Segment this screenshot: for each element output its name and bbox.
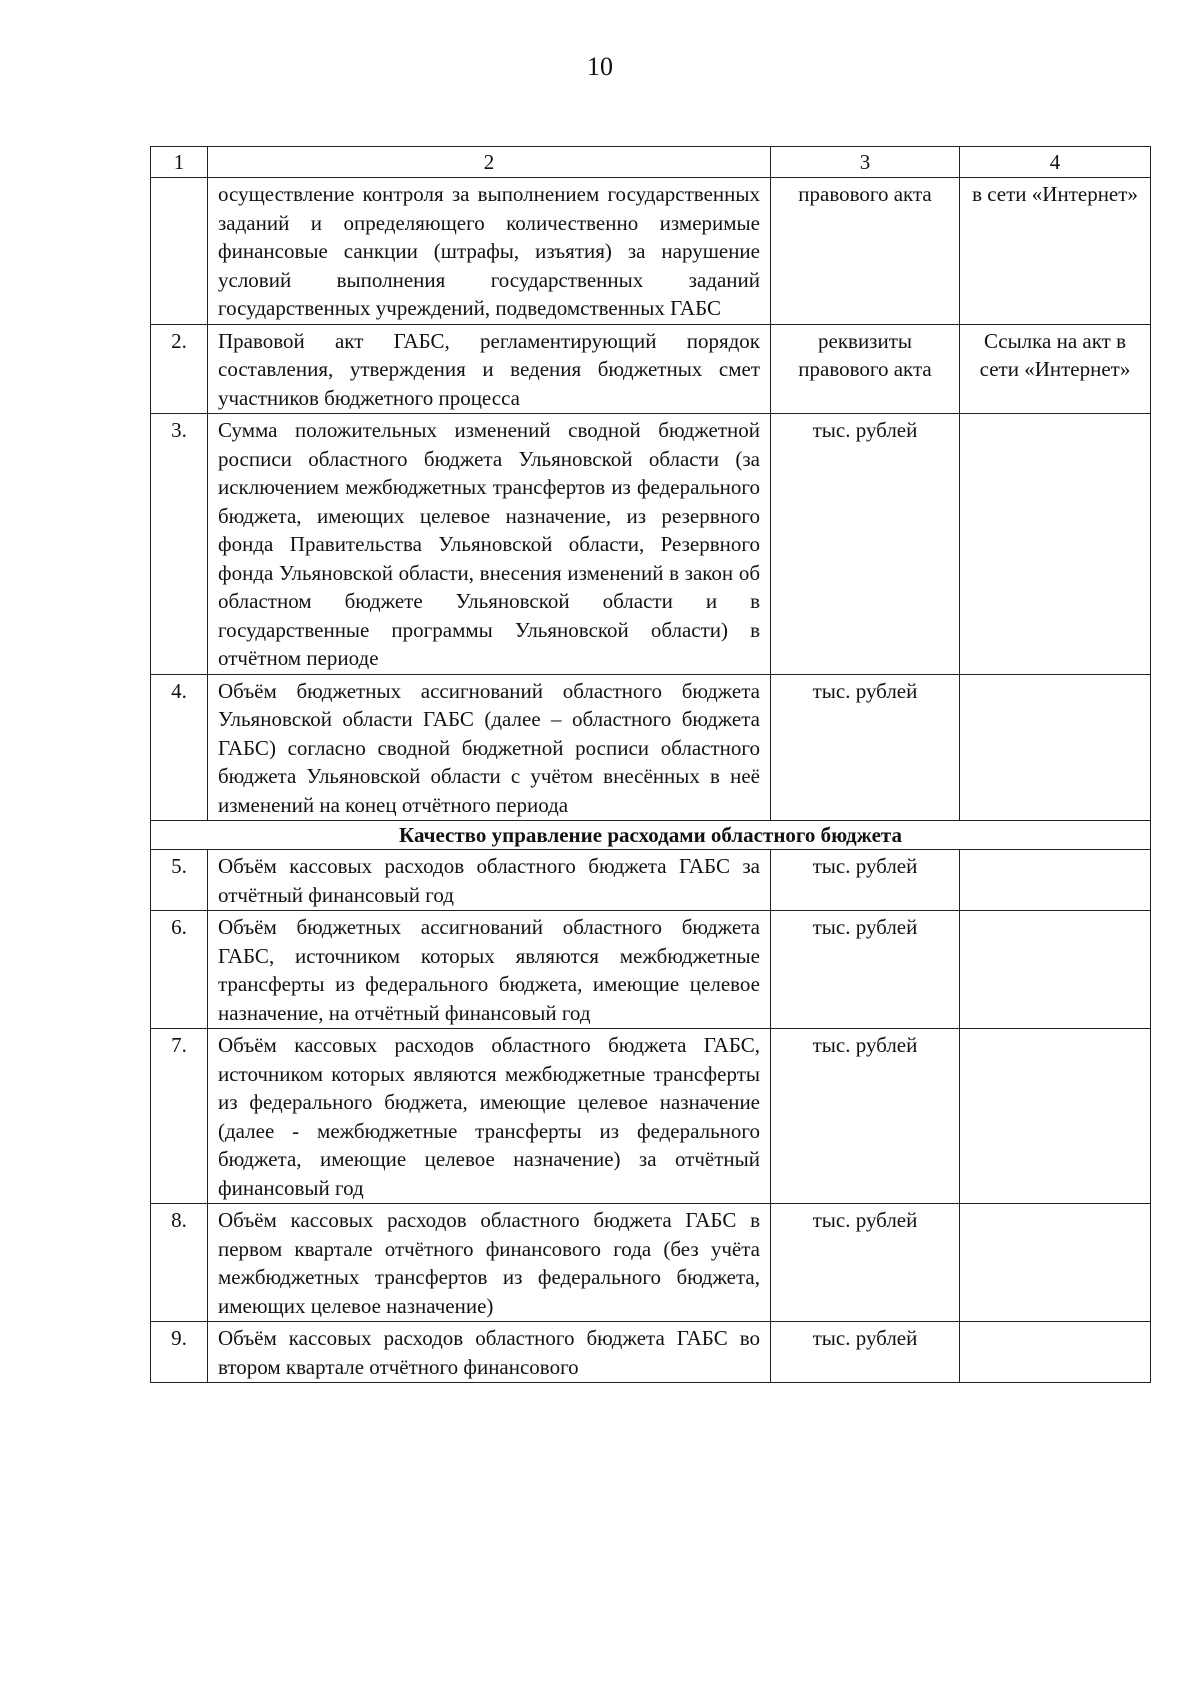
section-header-row: [151, 821, 1151, 850]
row-description: Объём бюджетных ассигнований областного бюджета ГАБС, источником которых являются межбюджетные трансферты из федерального бюджета, имеющие целевое назначение, на отчётный финансовый год: [208, 911, 771, 1029]
row-unit: тыс. рублей: [771, 1322, 960, 1383]
table-header-row: [151, 147, 1151, 178]
row-description: Объём бюджетных ассигнований областного бюджета Ульяновской области ГАБС (далее – областного бюджета ГАБС) согласно сводной бюджетной росписи областного бюджета Ульяновской области с учётом внесённых в неё изменений на конец отчётного периода: [208, 674, 771, 821]
table-row: [151, 911, 1151, 1029]
table-row: [151, 1322, 1151, 1383]
indicators-table: [150, 146, 1151, 1383]
row-link: [960, 1204, 1151, 1322]
column-header: 1: [151, 147, 208, 178]
row-unit: тыс. рублей: [771, 414, 960, 675]
table-row: [151, 850, 1151, 911]
column-header: 3: [771, 147, 960, 178]
row-number: 4.: [151, 674, 208, 821]
table-row: [151, 1204, 1151, 1322]
section-title: Качество управление расходами областного бюджета: [151, 821, 1151, 850]
row-description: осуществление контроля за выполнением государственных заданий и определяющего количественно измеримые финансовые санкции (штрафы, изъятия) за нарушение условий выполнения государственных заданий государственных учреждений, подведомственных ГАБС: [208, 178, 771, 325]
table-row: [151, 674, 1151, 821]
row-link: [960, 1322, 1151, 1383]
row-number: 6.: [151, 911, 208, 1029]
row-description: Объём кассовых расходов областного бюджета ГАБС, источником которых являются межбюджетные трансферты из федерального бюджета, имеющие целевое назначение (далее - межбюджетные трансферты из федерального бюджета, имеющие целевое назначение) за отчётный финансовый год: [208, 1029, 771, 1204]
row-link: [960, 850, 1151, 911]
row-number: 3.: [151, 414, 208, 675]
row-unit: тыс. рублей: [771, 1204, 960, 1322]
row-link: Ссылка на акт в сети «Интернет»: [960, 324, 1151, 414]
row-unit: правового акта: [771, 178, 960, 325]
row-unit: реквизиты правового акта: [771, 324, 960, 414]
row-description: Объём кассовых расходов областного бюджета ГАБС за отчётный финансовый год: [208, 850, 771, 911]
row-number: [151, 178, 208, 325]
row-number: 5.: [151, 850, 208, 911]
column-header: 4: [960, 147, 1151, 178]
row-description: Правовой акт ГАБС, регламентирующий порядок составления, утверждения и ведения бюджетных смет участников бюджетного процесса: [208, 324, 771, 414]
row-link: [960, 414, 1151, 675]
row-unit: тыс. рублей: [771, 850, 960, 911]
row-number: 7.: [151, 1029, 208, 1204]
column-header: 2: [208, 147, 771, 178]
row-description: Сумма положительных изменений сводной бюджетной росписи областного бюджета Ульяновской области (за исключением межбюджетных трансфертов из федерального бюджета, имеющих целевое назначение, из резервного фонда Правительства Ульяновской области, Резервного фонда Ульяновской области, внесения изменений в закон об областном бюджете Ульяновской области и в государственные программы Ульяновской области) в отчётном периоде: [208, 414, 771, 675]
table-row: [151, 1029, 1151, 1204]
table-row: [151, 178, 1151, 325]
row-number: 2.: [151, 324, 208, 414]
row-link: в сети «Интернет»: [960, 178, 1151, 325]
row-description: Объём кассовых расходов областного бюджета ГАБС во втором квартале отчётного финансового: [208, 1322, 771, 1383]
row-link: [960, 1029, 1151, 1204]
row-unit: тыс. рублей: [771, 1029, 960, 1204]
row-unit: тыс. рублей: [771, 674, 960, 821]
row-unit: тыс. рублей: [771, 911, 960, 1029]
page-number: 10: [587, 52, 613, 81]
row-description: Объём кассовых расходов областного бюджета ГАБС в первом квартале отчётного финансового года (без учёта межбюджетных трансфертов из федерального бюджета, имеющих целевое назначение): [208, 1204, 771, 1322]
row-number: 9.: [151, 1322, 208, 1383]
row-link: [960, 674, 1151, 821]
row-link: [960, 911, 1151, 1029]
table-row: [151, 324, 1151, 414]
table-row: [151, 414, 1151, 675]
row-number: 8.: [151, 1204, 208, 1322]
